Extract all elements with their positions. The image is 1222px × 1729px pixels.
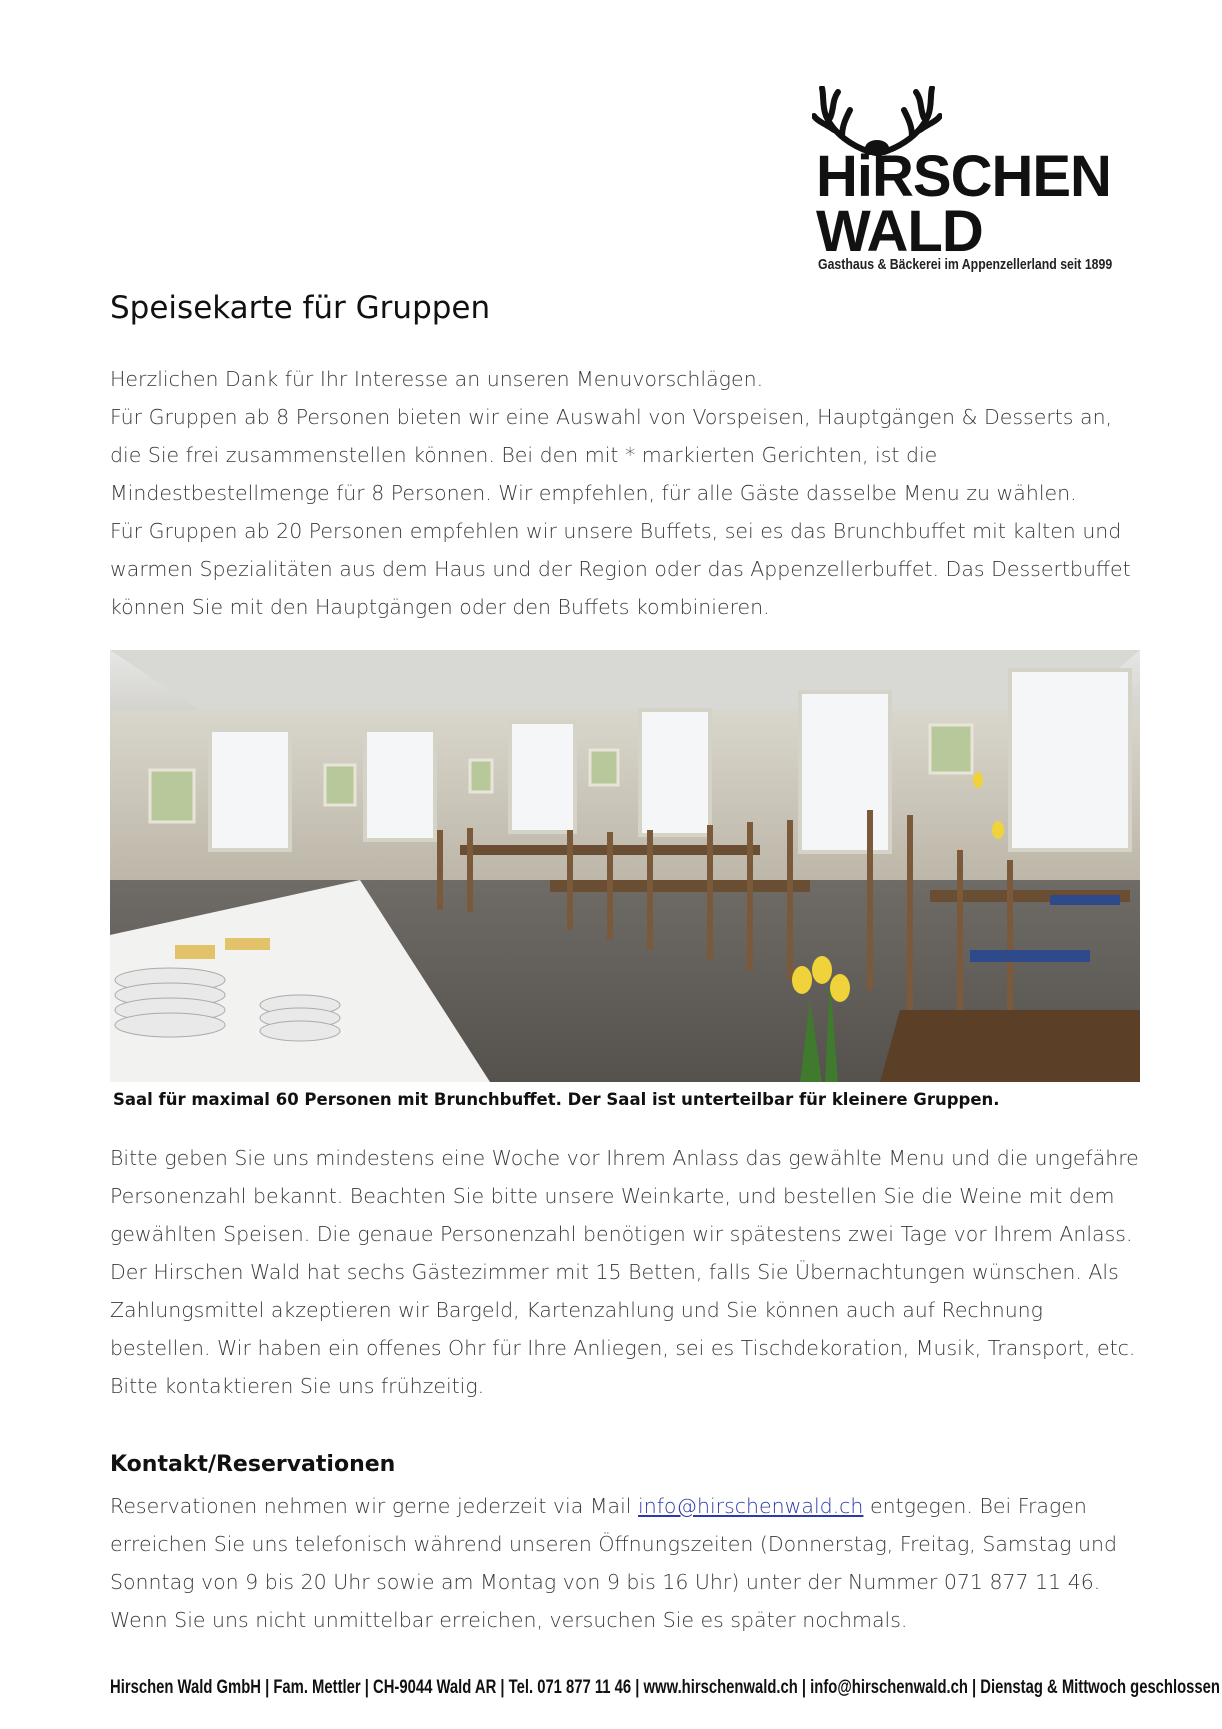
intro-paragraph: Herzlichen Dank für Ihr Interesse an unseren Menuvorschlägen. bbox=[110, 367, 764, 391]
contact-heading: Kontakt/Reservationen bbox=[110, 1452, 396, 1477]
logo-wordmark-line2: WALD bbox=[816, 199, 983, 264]
intro-text bbox=[110, 360, 1140, 626]
footer: Hirschen Wald GmbH | Fam. Mettler | CH-9044 Wald AR | Tel. 071 877 11 46 | www.hirschenwald.ch | info@hirschenwald.ch | Dienstag & Mittwoch geschlossen bbox=[110, 1677, 1220, 1698]
photo-caption: Saal für maximal 60 Personen mit Brunchbuffet. Der Saal ist unterteilbar für kleinere Gruppen. bbox=[113, 1090, 1000, 1109]
contact-text bbox=[110, 1487, 1140, 1639]
logo-wordmark-line1: HiRSCHEN bbox=[816, 144, 1111, 209]
email-link[interactable]: info@hirschenwald.ch bbox=[638, 1494, 864, 1518]
logo bbox=[812, 86, 1148, 276]
info-text bbox=[110, 1139, 1140, 1405]
intro-paragraph: Für Gruppen ab 8 Personen bieten wir eine Auswahl von Vorspeisen, Hauptgängen & Desserts an, die Sie frei zusammenstellen können. Bei den mit * markierten Gerichten, ist die Mindestbestellmenge für 8 Personen. Wir empfehlen, für alle Gäste dasselbe Menu zu wählen. bbox=[110, 405, 1113, 505]
dining-hall-photo bbox=[110, 650, 1140, 1082]
intro-paragraph: Für Gruppen ab 20 Personen empfehlen wir unsere Buffets, sei es das Brunchbuffet mit kalten und warmen Spezialitäten aus dem Haus und der Region oder das Appenzellerbuffet. Das Dessertbuffet können Sie mit den Hauptgängen oder den Buffets kombinieren. bbox=[110, 519, 1131, 619]
page-title: Speisekarte für Gruppen bbox=[110, 290, 491, 326]
contact-text-after: entgegen. Bei Fragen erreichen Sie uns telefonisch während unseren Öffnungszeiten (Donnerstag, Freitag, Samstag und Sonntag von 9 bis 20 Uhr sowie am Montag von 9 bis 16 Uhr) unter der Nummer 071 877 11 46. Wenn Sie uns nicht unmittelbar erreichen, versuchen Sie es später nochmals. bbox=[110, 1494, 1117, 1632]
info-paragraph: Der Hirschen Wald hat sechs Gästezimmer mit 15 Betten, falls Sie Übernachtungen wünschen. Als Zahlungsmittel akzeptieren wir Bargeld, Kartenzahlung und Sie können auch auf Rechnung bestellen. Wir haben ein offenes Ohr für Ihre Anliegen, sei es Tischdekoration, Musik, Transport, etc. Bitte kontaktieren Sie uns frühzeitig. bbox=[110, 1260, 1136, 1398]
contact-text-before: Reservationen nehmen wir gerne jederzeit via Mail bbox=[110, 1494, 638, 1518]
info-paragraph: Bitte geben Sie uns mindestens eine Woche vor Ihrem Anlass das gewählte Menu und die ungefähre Personenzahl bekannt. Beachten Sie bitte unsere Weinkarte, und bestellen Sie die Weine mit dem gewählten Speisen. Die genaue Personenzahl benötigen wir spätestens zwei Tage vor Ihrem Anlass. bbox=[110, 1146, 1139, 1246]
logo-tagline: Gasthaus & Bäckerei im Appenzellerland seit 1899 bbox=[818, 256, 1113, 273]
